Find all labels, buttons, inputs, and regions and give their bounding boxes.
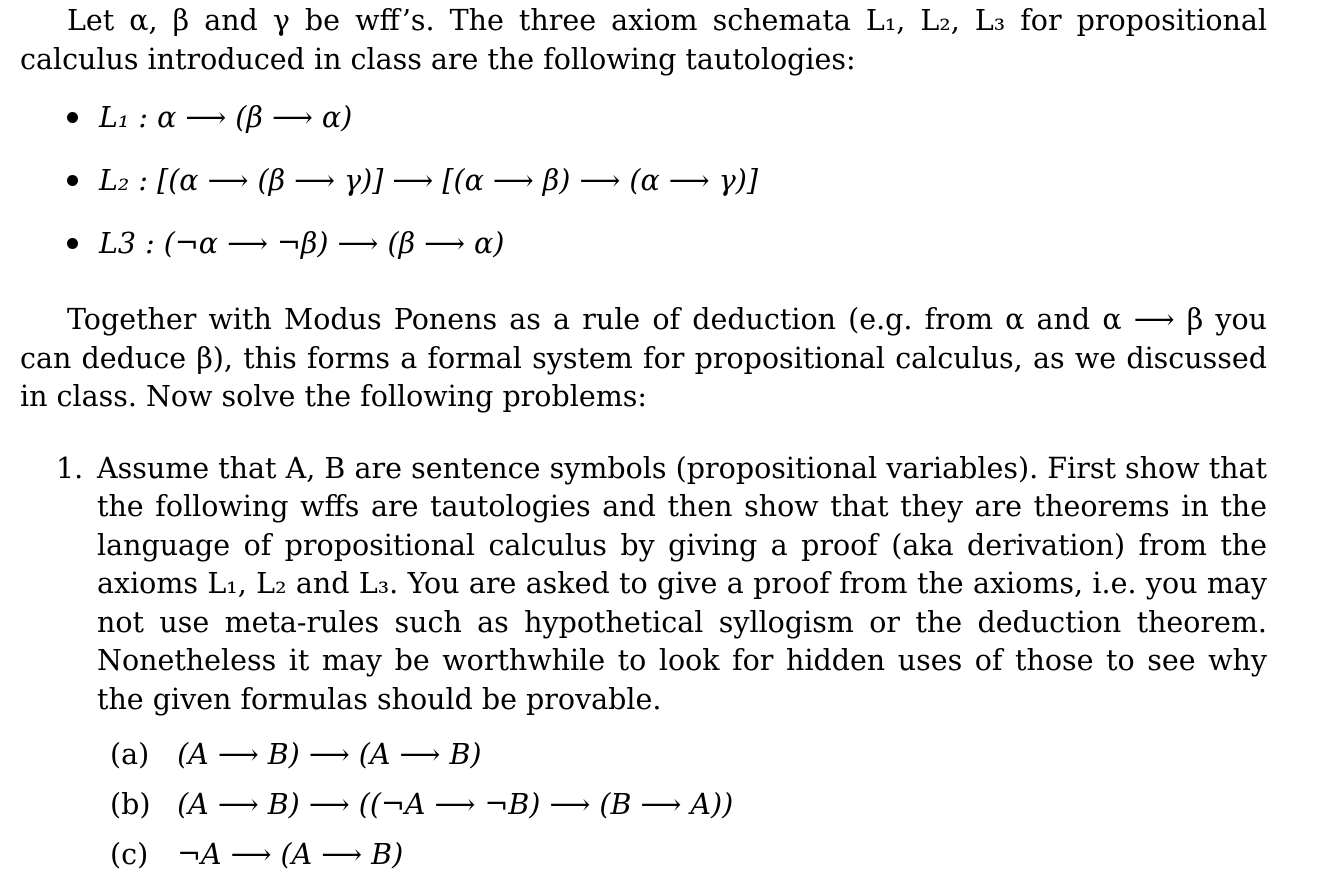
document-page xyxy=(20,0,1267,886)
modus-ponens-paragraph: Together with Modus Ponens as a rule of deduction (e.g. from α and α ⟶ β you can deduce β), this forms a formal system for propositional calculus, as we discussed in class. Now solve the following problems: xyxy=(20,301,1267,417)
problem-1 xyxy=(20,450,1267,720)
subitem-formula: ¬A ⟶ (A ⟶ B) xyxy=(177,838,403,871)
subitem-label: (b) xyxy=(110,786,168,824)
bullet-icon xyxy=(67,175,78,186)
problem-text: Assume that A, B are sentence symbols (propositional variables). First show that the following wffs are tautologies and then show that they are theorems in the language of propositional calculus by giving a proof (aka derivation) from the axioms L₁, L₂ and L₃. You are asked to give a proof from the axioms, i.e. you may not use meta-rules such as hypothetical syllogism or the deduction theorem. Nonetheless it may be worthwhile to look for hidden uses of those to see why the given formulas should be provable. xyxy=(97,452,1267,716)
problem-number: 1. xyxy=(56,450,83,489)
axiom-list xyxy=(20,86,1267,275)
problem-list xyxy=(20,450,1267,886)
subitem-label: (c) xyxy=(110,836,168,874)
subitem-a xyxy=(110,736,1267,786)
bullet-icon xyxy=(67,238,78,249)
axiom-l1 xyxy=(20,86,1267,149)
bullet-icon xyxy=(67,112,78,123)
axiom-formula: L₁ : α ⟶ (β ⟶ α) xyxy=(99,101,352,134)
subitem-formula: (A ⟶ B) ⟶ (A ⟶ B) xyxy=(177,738,481,771)
axiom-formula: L3 : (¬α ⟶ ¬β) ⟶ (β ⟶ α) xyxy=(99,227,504,260)
problem-1-subitems xyxy=(20,736,1267,886)
subitem-c xyxy=(110,836,1267,886)
intro-paragraph: Let α, β and γ be wff’s. The three axiom schemata L₁, L₂, L₃ for propositional calculus introduced in class are the following tautologies: xyxy=(20,2,1267,79)
subitem-b xyxy=(110,786,1267,836)
axiom-l3 xyxy=(20,212,1267,275)
subitem-formula: (A ⟶ B) ⟶ ((¬A ⟶ ¬B) ⟶ (B ⟶ A)) xyxy=(177,788,733,821)
subitem-label: (a) xyxy=(110,736,168,774)
axiom-formula: L₂ : [(α ⟶ (β ⟶ γ)] ⟶ [(α ⟶ β) ⟶ (α ⟶ γ)] xyxy=(99,164,758,197)
axiom-l2 xyxy=(20,149,1267,212)
